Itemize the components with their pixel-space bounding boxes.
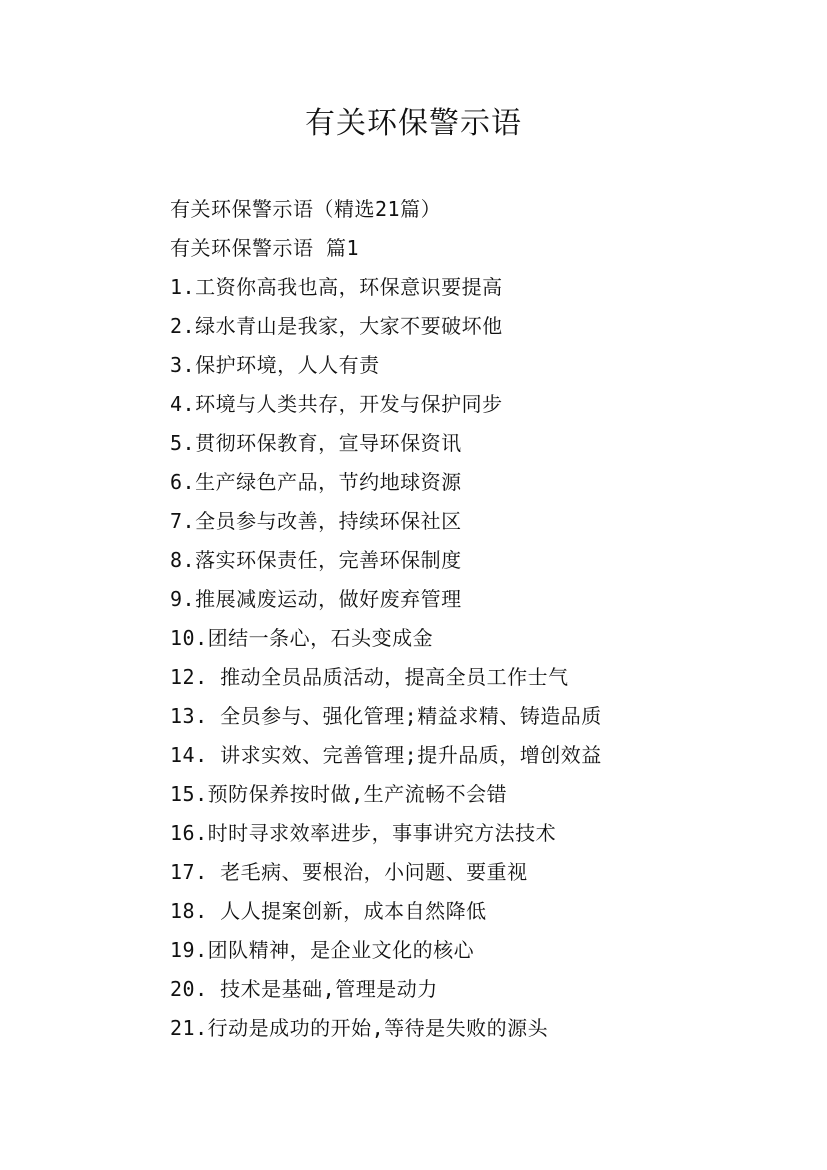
slogan-line: 3.保护环境，人人有责	[170, 353, 380, 377]
slogan-line: 10.团结一条心，石头变成金	[170, 626, 434, 650]
slogan-line: 7.全员参与改善，持续环保社区	[170, 509, 462, 533]
document-body	[170, 190, 790, 1048]
slogan-line: 15.预防保养按时做,生产流畅不会错	[170, 782, 508, 806]
slogan-line: 2.绿水青山是我家，大家不要破坏他	[170, 314, 503, 338]
slogan-line: 5.贯彻环保教育，宣导环保资讯	[170, 431, 462, 455]
document-title: 有关环保警示语	[305, 106, 522, 141]
slogan-line: 6.生产绿色产品，节约地球资源	[170, 470, 462, 494]
slogan-line: 1.工资你高我也高，环保意识要提高	[170, 275, 503, 299]
slogan-line: 9.推展减废运动，做好废弃管理	[170, 587, 462, 611]
slogan-line: 4.环境与人类共存，开发与保护同步	[170, 392, 503, 416]
slogan-line: 13. 全员参与、强化管理;精益求精、铸造品质	[170, 704, 602, 728]
slogan-line: 12. 推动全员品质活动，提高全员工作士气	[170, 665, 569, 689]
document-subtitle: 有关环保警示语（精选21篇）	[170, 197, 442, 221]
slogan-line: 21.行动是成功的开始,等待是失败的源头	[170, 1016, 549, 1040]
slogan-line: 20. 技术是基础,管理是动力	[170, 977, 438, 1001]
slogan-line: 14. 讲求实效、完善管理;提升品质，增创效益	[170, 743, 602, 767]
slogan-line: 16.时时寻求效率进步，事事讲究方法技术	[170, 821, 557, 845]
slogan-line: 8.落实环保责任，完善环保制度	[170, 548, 462, 572]
section-heading: 有关环保警示语 篇1	[170, 236, 360, 260]
slogan-line: 17. 老毛病、要根治，小问题、要重视	[170, 860, 528, 884]
slogan-line: 19.团队精神，是企业文化的核心	[170, 938, 475, 962]
slogan-line: 18. 人人提案创新，成本自然降低	[170, 899, 487, 923]
